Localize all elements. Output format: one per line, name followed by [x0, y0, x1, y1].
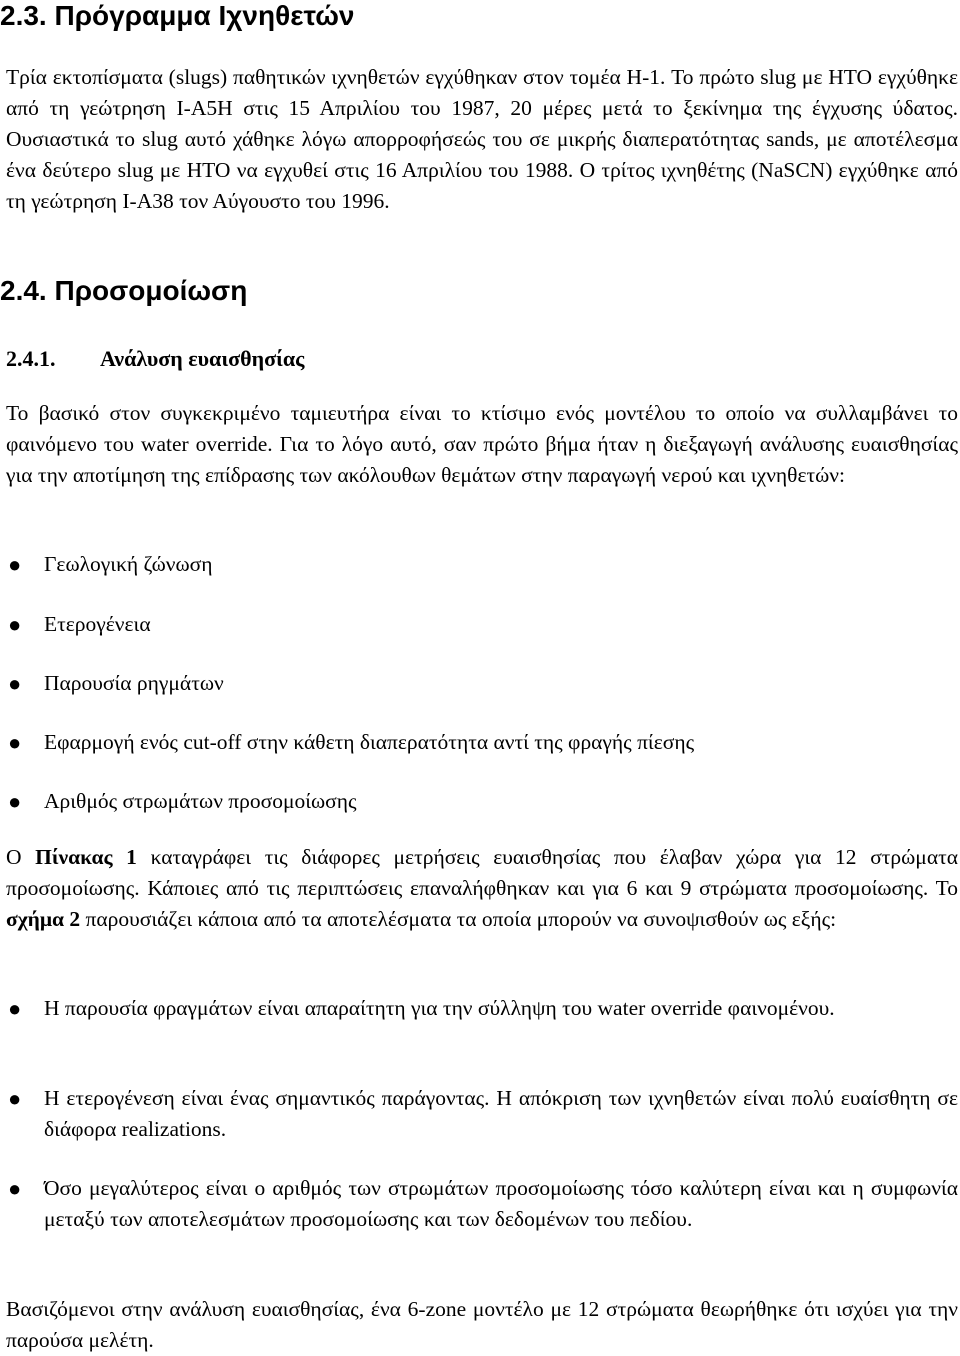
results-text: Ο: [6, 845, 36, 869]
section-number: 2.4.1.: [6, 346, 56, 371]
conclusion-list-item: [6, 1083, 958, 1145]
factor-text: Γεωλογική ζώνωση: [44, 552, 213, 576]
bullet-icon: ●: [8, 1086, 22, 1111]
factor-list-item: [6, 786, 958, 817]
bullet-icon: ●: [8, 671, 22, 696]
section-title: Ανάλυση ευαισθησίας: [100, 346, 305, 371]
section-heading-2-3: 2.3. Πρόγραμμα Ιχνηθετών: [0, 0, 355, 31]
factor-text: Εφαρμογή ενός cut-off στην κάθετη διαπερατότητα αντί της φραγής πίεσης: [44, 730, 695, 754]
sensitivity-intro-paragraph: Το βασικό στον συγκεκριμένο ταμιευτήρα είναι το κτίσιμο ενός μοντέλου το οποίο να συλλαμβάνει το φαινόμενο του water override. Για το λόγο αυτό, σαν πρώτο βήμα ήταν η διεξαγωγή ανάλυσης ευαισθησίας για την αποτίμηση της επίδρασης των ακόλουθων θεμάτων στην παραγωγή νερού και ιχνηθετών:: [6, 401, 958, 487]
bullet-icon: ●: [8, 789, 22, 814]
final-paragraph: Βασιζόμενοι στην ανάλυση ευαισθησίας, ένα 6-zone μοντέλο με 12 στρώματα θεωρήθηκε ότι ισχύει για την παρούσα μελέτη.: [6, 1297, 958, 1352]
factor-text: Αριθμός στρωμάτων προσομοίωσης: [44, 789, 357, 813]
factor-list-item: [6, 609, 958, 640]
conclusion-list-item: [6, 993, 958, 1024]
factor-list-item: [6, 549, 958, 580]
bullet-icon: ●: [8, 612, 22, 637]
bullet-icon: ●: [8, 730, 22, 755]
conclusion-list-item: [6, 1173, 958, 1235]
bullet-icon: ●: [8, 996, 22, 1021]
factor-list-item: [6, 727, 958, 758]
table-reference: Πίνακας 1: [35, 845, 137, 869]
results-paragraph: [6, 842, 958, 935]
conclusion-text: Όσο μεγαλύτερος είναι ο αριθμός των στρωμάτων προσομοίωσης τόσο καλύτερη είναι και η συμφωνία μεταξύ των αποτελεσμάτων προσομοίωσης και των δεδομένων του πεδίου.: [44, 1176, 958, 1231]
tracer-program-paragraph: Τρία εκτοπίσματα (slugs) παθητικών ιχνηθετών εγχύθηκαν στον τομέα H-1. Το πρώτο slug με HTO εγχύθηκε από τη γεώτρηση I-A5H στις 15 Απριλίου του 1987, 20 μέρες μετά το ξεκίνημα της έγχυσης ύδατος. Ουσιαστικά το slug αυτό χάθηκε λόγω απορροφήσεώς του σε μικρής διαπερατότητας sands, με αποτέλεσμα ένα δεύτερο slug με HTO να εγχυθεί στις 16 Απριλίου του 1988. Ο τρίτος ιχνηθέτης (NaSCN) εγχύθηκε από τη γεώτρηση I-A38 τον Αύγουστο του 1996.: [6, 65, 958, 213]
bullet-icon: ●: [8, 552, 22, 577]
bullet-icon: ●: [8, 1176, 22, 1201]
section-heading-2-4-1: [6, 345, 304, 373]
section-heading-2-4: 2.4. Προσομοίωση: [0, 275, 248, 306]
results-text: παρουσιάζει κάποια από τα αποτελέσματα τα οποία μπορούν να συνοψισθούν ως εξής:: [80, 907, 837, 931]
results-text: καταγράφει τις διάφορες μετρήσεις ευαισθησίας που έλαβαν χώρα για 12 στρώματα προσομοίωσης. Κάποιες από τις περιπτώσεις επαναλήφθηκαν και για 6 και 9 στρώματα προσομοίωσης. Το: [6, 845, 958, 900]
conclusion-text: Η παρουσία φραγμάτων είναι απαραίτητη για την σύλληψη του water override φαινομένου.: [44, 996, 835, 1020]
conclusion-text: Η ετερογένεση είναι ένας σημαντικός παράγοντας. Η απόκριση των ιχνηθετών είναι πολύ ευαίσθητη σε διάφορα realizations.: [44, 1086, 958, 1141]
factor-text: Παρουσία ρηγμάτων: [44, 671, 224, 695]
factor-list-item: [6, 668, 958, 699]
factor-text: Ετερογένεια: [44, 612, 151, 636]
figure-reference: σχήμα 2: [6, 907, 81, 931]
